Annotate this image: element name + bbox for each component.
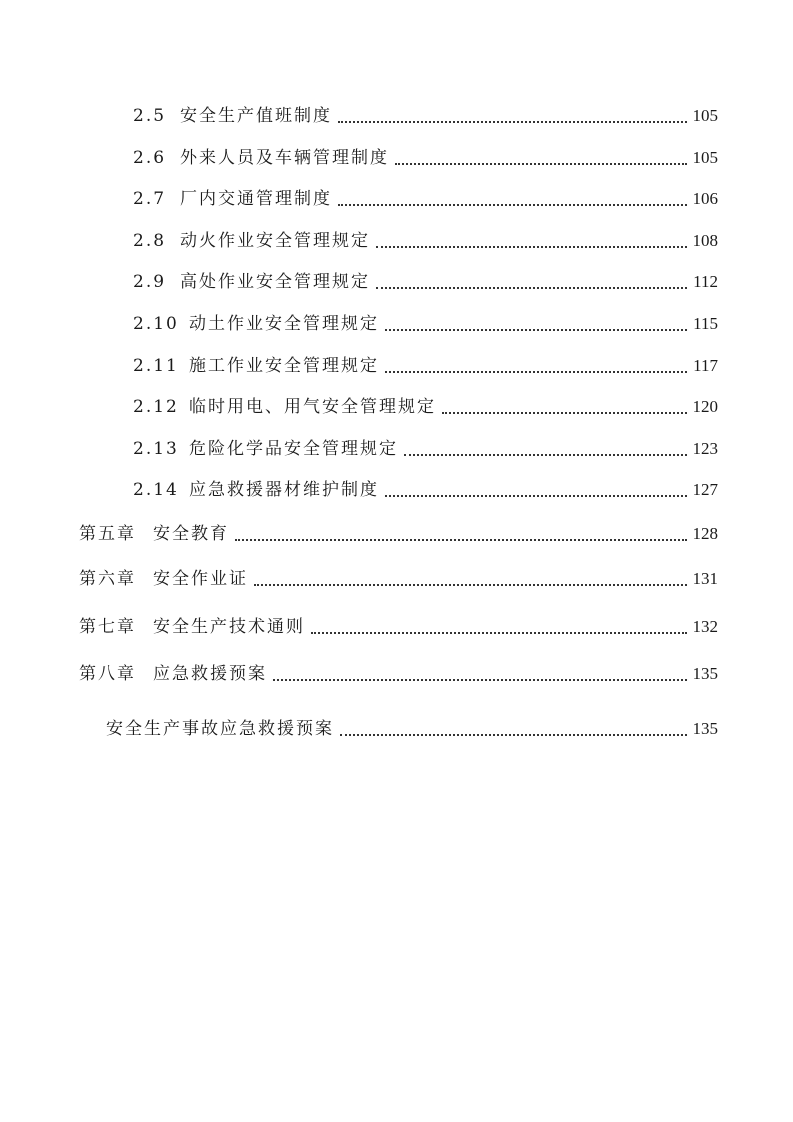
toc-entry-title: 安全教育 — [153, 524, 229, 544]
toc-entry-page: 131 — [692, 569, 718, 588]
toc-entry[interactable] — [133, 312, 718, 336]
toc-entry[interactable] — [133, 437, 718, 461]
toc-entry-page: 135 — [692, 664, 718, 683]
toc-dot-leader — [311, 631, 687, 634]
toc-entry-page: 123 — [692, 439, 718, 458]
toc-dot-leader — [254, 583, 687, 586]
toc-dot-leader — [385, 494, 687, 497]
toc-chapter-number: 第七章 — [79, 617, 136, 637]
toc-entry-page: 106 — [692, 189, 718, 208]
toc-entry[interactable] — [133, 187, 718, 211]
toc-dot-leader — [273, 678, 687, 681]
toc-dot-leader — [340, 733, 687, 736]
toc-entry-number: 2.8 — [133, 231, 167, 251]
toc-entry-title: 动土作业安全管理规定 — [189, 314, 379, 334]
toc-entry-number: 2.13 — [133, 439, 179, 459]
toc-entry-title: 安全生产值班制度 — [180, 106, 332, 126]
toc-entry-title: 安全生产事故应急救援预案 — [106, 719, 334, 739]
toc-entry-number: 2.5 — [133, 106, 167, 126]
toc-entry-number: 2.11 — [133, 356, 179, 376]
toc-entry-title: 安全生产技术通则 — [153, 617, 305, 637]
toc-entry-title: 高处作业安全管理规定 — [180, 272, 370, 292]
toc-entry-number: 2.12 — [133, 397, 179, 417]
toc-entry-number: 2.6 — [133, 148, 167, 168]
toc-entry-number: 2.7 — [133, 189, 167, 209]
toc-dot-leader — [376, 286, 687, 289]
toc-entry-number: 2.14 — [133, 480, 179, 500]
toc-dot-leader — [442, 411, 687, 414]
toc-entry-title: 临时用电、用气安全管理规定 — [189, 397, 436, 417]
toc-dot-leader — [235, 538, 687, 541]
toc-entry[interactable] — [133, 229, 718, 253]
toc-dot-leader — [395, 162, 687, 165]
toc-entry-title: 施工作业安全管理规定 — [189, 356, 379, 376]
toc-entry-page: 132 — [692, 617, 718, 636]
toc-entry-page: 127 — [692, 480, 718, 499]
toc-entry[interactable] — [133, 395, 718, 419]
toc-entry-page: 105 — [692, 148, 718, 167]
toc-dot-leader — [376, 245, 687, 248]
toc-dot-leader — [404, 453, 687, 456]
toc-entry-page: 108 — [692, 231, 718, 250]
toc-entry[interactable] — [133, 270, 718, 294]
toc-chapter-entry[interactable] — [79, 662, 718, 686]
toc-entry-title: 应急救援器材维护制度 — [189, 480, 379, 500]
toc-entry-page: 105 — [692, 106, 718, 125]
toc-entry-page: 120 — [692, 397, 718, 416]
toc-entry[interactable] — [133, 354, 718, 378]
toc-entry[interactable] — [133, 146, 718, 170]
toc-entry-page: 112 — [693, 272, 718, 291]
toc-chapter-entry[interactable] — [79, 522, 718, 546]
toc-chapter-entry[interactable] — [79, 567, 718, 591]
toc-entry-title: 危险化学品安全管理规定 — [189, 439, 398, 459]
toc-entry[interactable] — [106, 717, 718, 741]
toc-chapter-number: 第八章 — [79, 664, 136, 684]
toc-dot-leader — [338, 120, 687, 123]
toc-entry-page: 115 — [693, 314, 718, 333]
toc-entry-title: 厂内交通管理制度 — [180, 189, 332, 209]
toc-chapter-number: 第六章 — [79, 569, 136, 589]
toc-chapter-number: 第五章 — [79, 524, 136, 544]
toc-entry-title: 动火作业安全管理规定 — [180, 231, 370, 251]
toc-entry-number: 2.9 — [133, 272, 167, 292]
toc-entry-title: 应急救援预案 — [153, 664, 267, 684]
toc-dot-leader — [385, 370, 687, 373]
toc-entry-title: 外来人员及车辆管理制度 — [180, 148, 389, 168]
toc-chapter-entry[interactable] — [79, 615, 718, 639]
toc-entry[interactable] — [133, 104, 718, 128]
toc-dot-leader — [385, 328, 687, 331]
toc-entry-page: 128 — [692, 524, 718, 543]
toc-dot-leader — [338, 203, 687, 206]
toc-entry-title: 安全作业证 — [153, 569, 248, 589]
toc-entry[interactable] — [133, 478, 718, 502]
toc-entry-page: 117 — [693, 356, 718, 375]
toc-entry-number: 2.10 — [133, 314, 179, 334]
toc-entry-page: 135 — [692, 719, 718, 738]
